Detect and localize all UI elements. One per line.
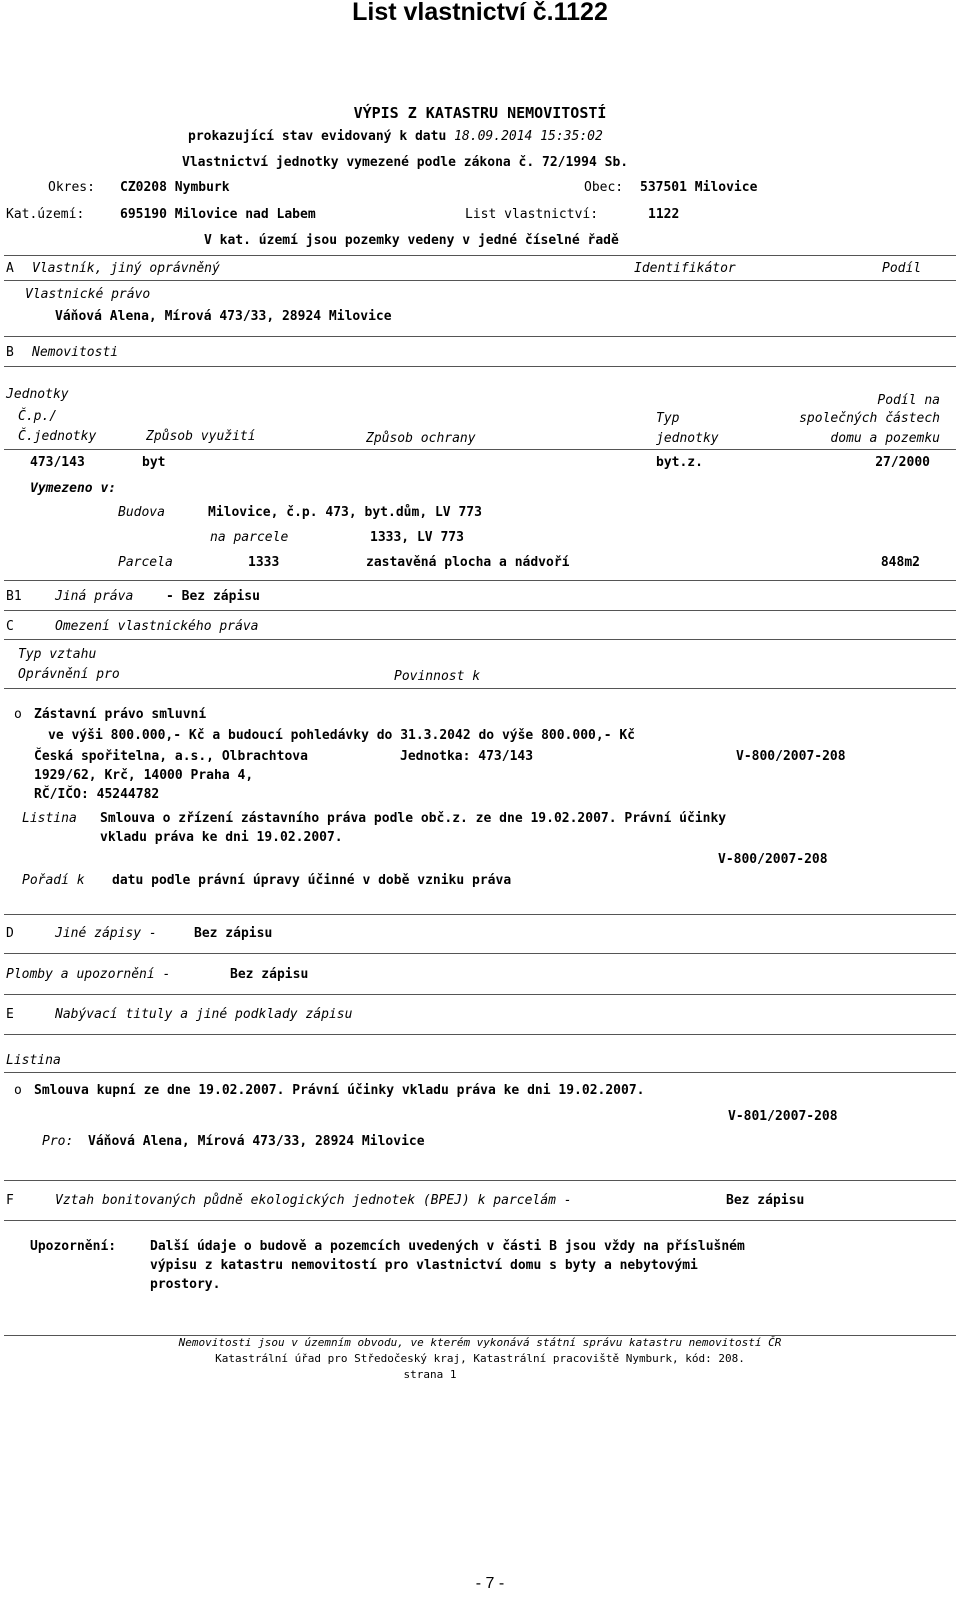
plomby-value: Bez zápisu [230, 967, 309, 982]
section-a-letter: A [6, 261, 14, 276]
section-b-letter: B [6, 345, 14, 360]
footer-page: strana 1 [403, 1368, 457, 1381]
purchase-ref: V-801/2007-208 [728, 1109, 838, 1124]
col-zpusob-vyuziti: Způsob využití [146, 429, 256, 444]
section-b-title: Nemovitosti [32, 345, 119, 360]
purchase-contract: Smlouva kupní ze dne 19.02.2007. Právní účinky vkladu práva ke dni 19.02.2007. [34, 1083, 645, 1098]
bullet: o [14, 707, 22, 722]
divider [4, 688, 956, 689]
obec-value: 537501 Milovice [640, 180, 758, 195]
col-typ-line1: Typ [656, 411, 680, 426]
parcela-area: 848m2 [880, 555, 920, 570]
page-heading: List vlastnictví č.1122 [352, 0, 608, 26]
budova-value: Milovice, č.p. 473, byt.dům, LV 773 [208, 505, 482, 520]
section-d-value: Bez zápisu [194, 926, 273, 941]
divider [4, 366, 956, 367]
owner-name: Váňová Alena, Mírová 473/33, 28924 Milovice [55, 309, 392, 324]
col-zpusob-ochrany: Způsob ochrany [366, 431, 476, 446]
divider [4, 580, 956, 581]
lien-ref: V-800/2007-208 [736, 749, 846, 764]
col-opravneni: Oprávnění pro [18, 667, 120, 682]
col-typ-line2: jednotky [656, 431, 719, 446]
listina-label: Listina [22, 811, 77, 826]
section-d-title: Jiné zápisy - [55, 926, 157, 941]
creditor-ico: RČ/IČO: 45244782 [34, 787, 160, 802]
law-line: Vlastnictví jednotky vymezené podle zákona č. 72/1994 Sb. [182, 155, 629, 170]
divider [4, 1180, 956, 1181]
katuzemi-label: Kat.území: [6, 207, 85, 222]
unit-number: 473/143 [30, 455, 85, 470]
numbering-prefix: V kat. [204, 233, 251, 248]
extract-title: VÝPIS Z KATASTRU NEMOVITOSTÍ [353, 104, 607, 122]
state-date: 18.09.2014 15:35:02 [454, 129, 603, 144]
divider [4, 1034, 956, 1035]
obec-label: Obec: [584, 180, 624, 195]
divider [4, 449, 956, 450]
section-b1-title: Jiná práva [55, 589, 134, 604]
section-a-subtitle: Vlastnické právo [25, 287, 151, 302]
state-prefix: prokazující stav evidovaný k datu [188, 129, 447, 144]
divider [4, 994, 956, 995]
listina-text: Smlouva o zřízení zástavního práva podle obč.z. ze dne 19.02.2007. Právní účinky [100, 811, 727, 826]
listina-ref: V-800/2007-208 [718, 852, 828, 867]
numbering-text: území jsou pozemky vedeny v jedné číselné řadě [258, 233, 619, 248]
na-parcele-value: 1333, LV 773 [370, 530, 464, 545]
unit-type: byt.z. [656, 455, 703, 470]
divider [4, 914, 956, 915]
unit-share: 27/2000 [875, 455, 930, 470]
section-a-title: Vlastník, jiný oprávněný [32, 261, 220, 276]
lien-title: Zástavní právo smluvní [34, 707, 207, 722]
vymezeno-label: Vymezeno v: [30, 481, 117, 496]
pro-label: Pro: [42, 1134, 74, 1149]
notice-label: Upozornění: [30, 1239, 117, 1254]
numbering-line [204, 234, 619, 249]
okres-label: Okres: [48, 180, 95, 195]
listina-text-2: vkladu práva ke dni 19.02.2007. [100, 830, 343, 845]
lv-value: 1122 [648, 207, 680, 222]
divider [4, 255, 956, 256]
divider [4, 639, 956, 640]
section-b1-letter: B1 [6, 589, 22, 604]
col-podil-line2: společných částech [799, 411, 940, 426]
section-f-letter: F [6, 1193, 14, 1208]
section-d-letter: D [6, 926, 14, 941]
footer-line1: Nemovitosti jsou v územním obvodu, ve kterém vykonává státní správu katastru nemovitostí ČR [178, 1336, 782, 1349]
creditor-name: Česká spořitelna, a.s., Olbrachtova [34, 749, 308, 764]
col-podil-line1: Podíl na [877, 393, 940, 408]
divider [4, 610, 956, 611]
section-e-title: Nabývací tituly a jiné podklady zápisu [55, 1007, 353, 1022]
footer-line2: Katastrální úřad pro Středočeský kraj, Katastrální pracoviště Nymburk, kód: 208. [215, 1352, 745, 1365]
col-typ-vztahu: Typ vztahu [18, 647, 97, 662]
col-identifikator: Identifikátor [634, 261, 736, 276]
col-povinnost: Povinnost k [394, 669, 481, 684]
divider [4, 1072, 956, 1073]
section-c-letter: C [6, 619, 14, 634]
katuzemi-value: 695190 Milovice nad Labem [120, 207, 316, 222]
col-podil-line3: domu a pozemku [830, 431, 940, 446]
parcela-label: Parcela [118, 555, 173, 570]
divider [4, 280, 956, 281]
col-podil: Podíl [882, 261, 922, 276]
notice-line3: prostory. [150, 1277, 221, 1292]
listina-title: Listina [6, 1053, 61, 1068]
divider [4, 953, 956, 954]
section-c-title: Omezení vlastnického práva [55, 619, 259, 634]
unit-use: byt [142, 455, 166, 470]
page-number: - 7 - [475, 1575, 505, 1592]
pro-value: Váňová Alena, Mírová 473/33, 28924 Milovice [88, 1134, 425, 1149]
okres-value: CZ0208 Nymburk [120, 180, 230, 195]
lv-label: List vlastnictví: [465, 207, 599, 222]
section-e-letter: E [6, 1007, 14, 1022]
divider [4, 336, 956, 337]
section-f-value: Bez zápisu [726, 1193, 805, 1208]
col-cp-line2: Č.jednotky [18, 429, 97, 444]
poradi-text: datu podle právní úpravy účinné v době vzniku práva [112, 873, 512, 888]
section-b1-value: - Bez zápisu [166, 589, 260, 604]
notice-line2: výpisu z katastru nemovitostí pro vlastnictví domu s byty a nebytovými [150, 1258, 698, 1273]
bullet: o [14, 1083, 22, 1098]
plomby-title: Plomby a upozornění - [6, 967, 171, 982]
state-line [188, 130, 603, 145]
section-f-title: Vztah bonitovaných půdně ekologických jednotek (BPEJ) k parcelám - [55, 1193, 572, 1208]
col-cp-line1: Č.p./ [18, 409, 58, 424]
parcela-type: zastavěná plocha a nádvoří [366, 555, 570, 570]
poradi-label: Pořadí k [22, 873, 85, 888]
parcela-number: 1333 [248, 555, 280, 570]
jednotky-title: Jednotky [6, 387, 69, 402]
creditor-address: 1929/62, Krč, 14000 Praha 4, [34, 768, 254, 783]
na-parcele-label: na parcele [210, 530, 289, 545]
budova-label: Budova [118, 505, 165, 520]
divider [4, 1220, 956, 1221]
lien-amount: ve výši 800.000,- Kč a budoucí pohledávky do 31.3.2042 do výše 800.000,- Kč [48, 728, 635, 743]
notice-line1: Další údaje o budově a pozemcích uvedených v části B jsou vždy na příslušném [150, 1239, 745, 1254]
lien-unit: Jednotka: 473/143 [400, 749, 534, 764]
